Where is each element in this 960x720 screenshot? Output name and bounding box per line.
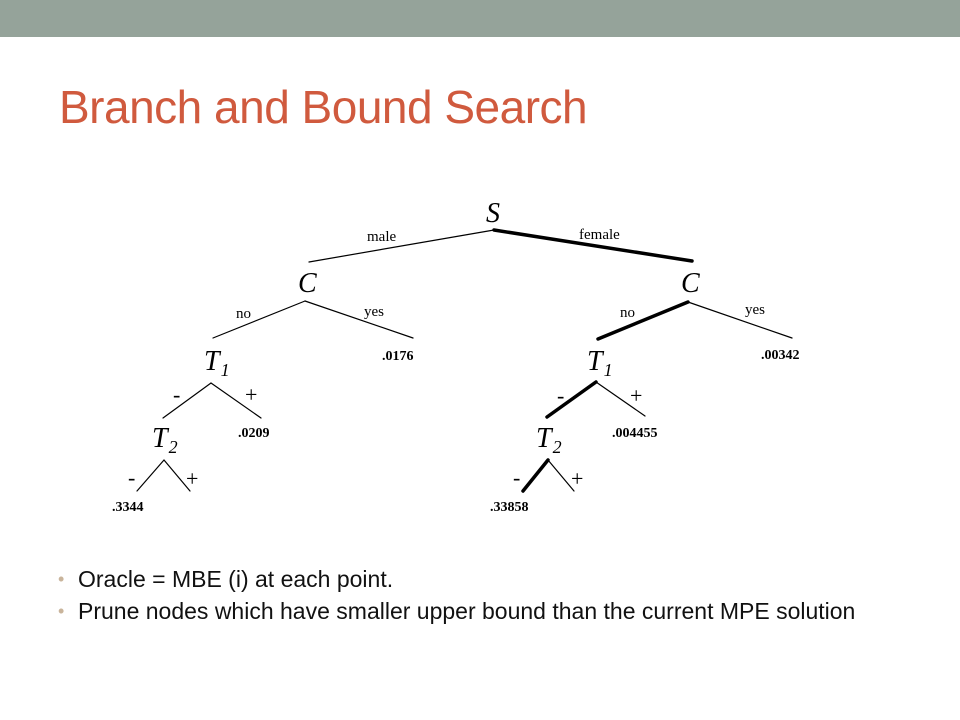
bullet-text: Prune nodes which have smaller upper bound than the current MPE solution [78, 598, 856, 624]
node-c-left: C [298, 268, 317, 299]
leaf-left-t2-minus: .3344 [112, 500, 144, 515]
bullet-text: Oracle = MBE (i) at each point. [78, 566, 394, 592]
node-c-right: C [681, 268, 700, 299]
bullet-item [58, 565, 908, 593]
node-t1-right-subscript: 1 [603, 360, 613, 380]
edge-right-t1-minus [547, 382, 596, 417]
leaf-right-t2-minus: .33858 [490, 500, 529, 515]
node-t2-left [152, 423, 178, 457]
node-t1-left [204, 346, 230, 380]
node-t2-right-subscript: 2 [552, 437, 562, 457]
edge-left-t1-minus [163, 383, 211, 418]
edge-label-right-no: no [620, 305, 635, 321]
sign-left-t2-plus: + [186, 466, 199, 491]
node-t2-left-subscript: 2 [168, 437, 178, 457]
sign-right-t1-minus: - [557, 383, 565, 408]
node-t2-right-letter: T [536, 423, 552, 454]
sign-right-t2-minus: - [513, 465, 521, 490]
edge-label-right-yes: yes [745, 302, 765, 318]
edge-right-t2-minus [523, 460, 548, 491]
slide-title: Branch and Bound Search [59, 81, 588, 133]
sign-right-t1-plus: + [630, 383, 643, 408]
sign-left-t1-plus: + [245, 382, 258, 407]
edge-left-no [213, 301, 305, 338]
node-t1-left-subscript: 1 [220, 360, 230, 380]
leaf-right-yes: .00342 [761, 348, 800, 363]
leaf-left-t1-plus: .0209 [238, 426, 270, 441]
sign-left-t1-minus: - [173, 382, 181, 407]
edge-left-yes [305, 301, 413, 338]
bullet-item [58, 597, 908, 625]
root-node-s: S [486, 198, 500, 229]
edge-right-no [598, 302, 688, 339]
edge-left-t2-minus [137, 460, 164, 491]
node-t2-right [536, 423, 562, 457]
node-t1-left-letter: T [204, 346, 220, 377]
edge-label-left-yes: yes [364, 304, 384, 320]
bullet-list [58, 565, 908, 629]
sign-left-t2-minus: - [128, 465, 136, 490]
edge-right-yes [688, 302, 792, 338]
sign-right-t2-plus: + [571, 466, 584, 491]
bullet-marker: • [58, 601, 65, 621]
edge-label-female: female [579, 227, 620, 243]
edge-label-left-no: no [236, 306, 251, 322]
edge-label-male: male [367, 229, 397, 245]
node-t1-right [587, 346, 613, 380]
leaf-left-yes: .0176 [382, 349, 414, 364]
node-t2-left-letter: T [152, 423, 168, 454]
leaf-right-t1-plus: .004455 [612, 426, 658, 441]
node-t1-right-letter: T [587, 346, 603, 377]
bullet-marker: • [58, 569, 65, 589]
edge-male [309, 230, 494, 262]
